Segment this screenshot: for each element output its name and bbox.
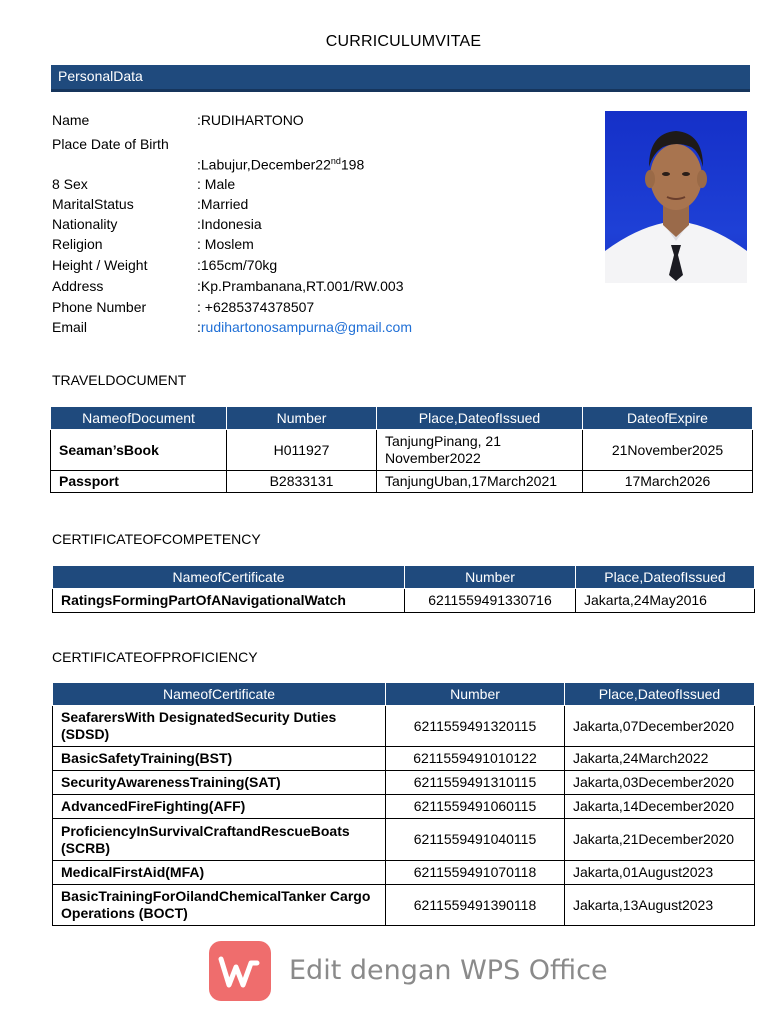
certificate-number-cell: 6211559491010122 (386, 747, 565, 771)
document-title: CURRICULUMVITAE (325, 33, 482, 50)
label-phone-number: Phone Number (52, 299, 147, 315)
certificate-issued-cell: Jakarta,21December2020 (565, 819, 755, 861)
competency-table (52, 566, 755, 613)
certificate-name-cell: AdvancedFireFighting(AFF) (53, 795, 386, 819)
column-header: Place,DateofIssued (576, 566, 755, 589)
certificate-number-cell: 6211559491070118 (386, 861, 565, 885)
certificate-number-cell: 6211559491390118 (386, 885, 565, 926)
certificate-issued-cell: Jakarta,01August2023 (565, 861, 755, 885)
table-row (53, 795, 755, 819)
column-header: Number (386, 683, 565, 706)
document-issued-cell: TanjungUban,17March2021 (377, 471, 583, 493)
travel-document-title: TRAVELDOCUMENT (52, 372, 187, 388)
label-address: Address (52, 278, 104, 294)
wps-logo-icon (209, 941, 271, 1001)
value-sex: : Male (197, 176, 236, 192)
label-sex: 8 Sex (52, 176, 88, 192)
certificate-number-cell: 6211559491060115 (386, 795, 565, 819)
value-address: :Kp.Prambanana,RT.001/RW.003 (197, 278, 404, 294)
certificate-name-cell: SecurityAwarenessTraining(SAT) (53, 771, 386, 795)
value-phone-number: : +6285374378507 (197, 299, 315, 315)
column-header: Place,DateofIssued (377, 407, 583, 430)
column-header: Number (405, 566, 576, 589)
certificate-issued-cell: Jakarta,03December2020 (565, 771, 755, 795)
wps-watermark-text: Edit dengan WPS Office (289, 955, 608, 986)
certificate-name-cell: BasicTrainingForOilandChemicalTanker Cargo Operations (BOCT) (53, 885, 386, 926)
certificate-name-cell: RatingsFormingPartOfANavigationalWatch (53, 589, 405, 613)
document-expire-cell: 21November2025 (583, 430, 753, 471)
value-nationality: :Indonesia (197, 216, 262, 232)
value-email (197, 319, 412, 335)
column-header: NameofCertificate (53, 566, 405, 589)
table-header-row (53, 566, 755, 589)
name-text: RUDIHARTONO (200, 112, 304, 128)
proficiency-title: CERTIFICATEOFPROFICIENCY (52, 649, 258, 665)
personal-data-header: PersonalData (51, 65, 750, 92)
proficiency-table (52, 683, 755, 926)
table-header-row (53, 683, 755, 706)
label-marital-status: MaritalStatus (52, 196, 134, 212)
label-place-date-of-birth: Place Date of Birth (52, 136, 169, 152)
label-name: Name (52, 112, 90, 128)
value-marital-status: :Married (197, 196, 249, 212)
certificate-issued-cell: Jakarta,13August2023 (565, 885, 755, 926)
certificate-number-cell: 6211559491330716 (405, 589, 576, 613)
certificate-issued-cell: Jakarta,24May2016 (576, 589, 755, 613)
table-row (53, 589, 755, 613)
certificate-name-cell: BasicSafetyTraining(BST) (53, 747, 386, 771)
document-number-cell: H011927 (227, 430, 377, 471)
certificate-number-cell: 6211559491040115 (386, 819, 565, 861)
table-row (53, 771, 755, 795)
certificate-issued-cell: Jakarta,24March2022 (565, 747, 755, 771)
table-row (53, 885, 755, 926)
table-row (51, 430, 753, 471)
column-header: Place,DateofIssued (565, 683, 755, 706)
birth-year: 198 (340, 156, 365, 173)
certificate-issued-cell: Jakarta,07December2020 (565, 706, 755, 747)
email-prefix: : (197, 319, 201, 335)
label-email: Email (52, 319, 88, 335)
document-number-cell: B2833131 (227, 471, 377, 493)
table-header-row (51, 407, 753, 430)
person-photo-illustration (605, 111, 747, 283)
document-name-cell: Seaman’sBook (51, 430, 227, 471)
competency-title: CERTIFICATEOFCOMPETENCY (52, 531, 261, 547)
value-religion: : Moslem (197, 236, 254, 252)
value-birth (197, 156, 364, 173)
birth-suffix: nd (330, 156, 341, 166)
wps-watermark[interactable] (209, 941, 609, 1001)
column-header: Number (227, 407, 377, 430)
value-name: :RUDIHARTONO (197, 112, 304, 128)
profile-photo (605, 111, 747, 283)
table-row (53, 819, 755, 861)
document-name-cell: Passport (51, 471, 227, 493)
column-header: NameofCertificate (53, 683, 386, 706)
table-row (53, 706, 755, 747)
label-nationality: Nationality (52, 216, 118, 232)
label-religion: Religion (52, 236, 103, 252)
travel-document-table (50, 407, 753, 493)
certificate-name-cell: MedicalFirstAid(MFA) (53, 861, 386, 885)
birth-text: :Labujur,December22 (197, 156, 331, 173)
column-header: DateofExpire (583, 407, 753, 430)
certificate-name-cell: ProficiencyInSurvivalCraftandRescueBoats (SCRB) (53, 819, 386, 861)
certificate-number-cell: 6211559491320115 (386, 706, 565, 747)
table-row (53, 861, 755, 885)
document-issued-cell: TanjungPinang, 21 November2022 (377, 430, 583, 471)
value-height-weight: :165cm/70kg (197, 257, 278, 273)
document-expire-cell: 17March2026 (583, 471, 753, 493)
table-row (51, 471, 753, 493)
table-row (53, 747, 755, 771)
certificate-name-cell: SeafarersWith DesignatedSecurity Duties (SDSD) (53, 706, 386, 747)
column-header: NameofDocument (51, 407, 227, 430)
certificate-number-cell: 6211559491310115 (386, 771, 565, 795)
certificate-issued-cell: Jakarta,14December2020 (565, 795, 755, 819)
email-link[interactable]: rudihartonosampurna@gmail.com (200, 319, 412, 335)
label-height-weight: Height / Weight (52, 257, 148, 273)
